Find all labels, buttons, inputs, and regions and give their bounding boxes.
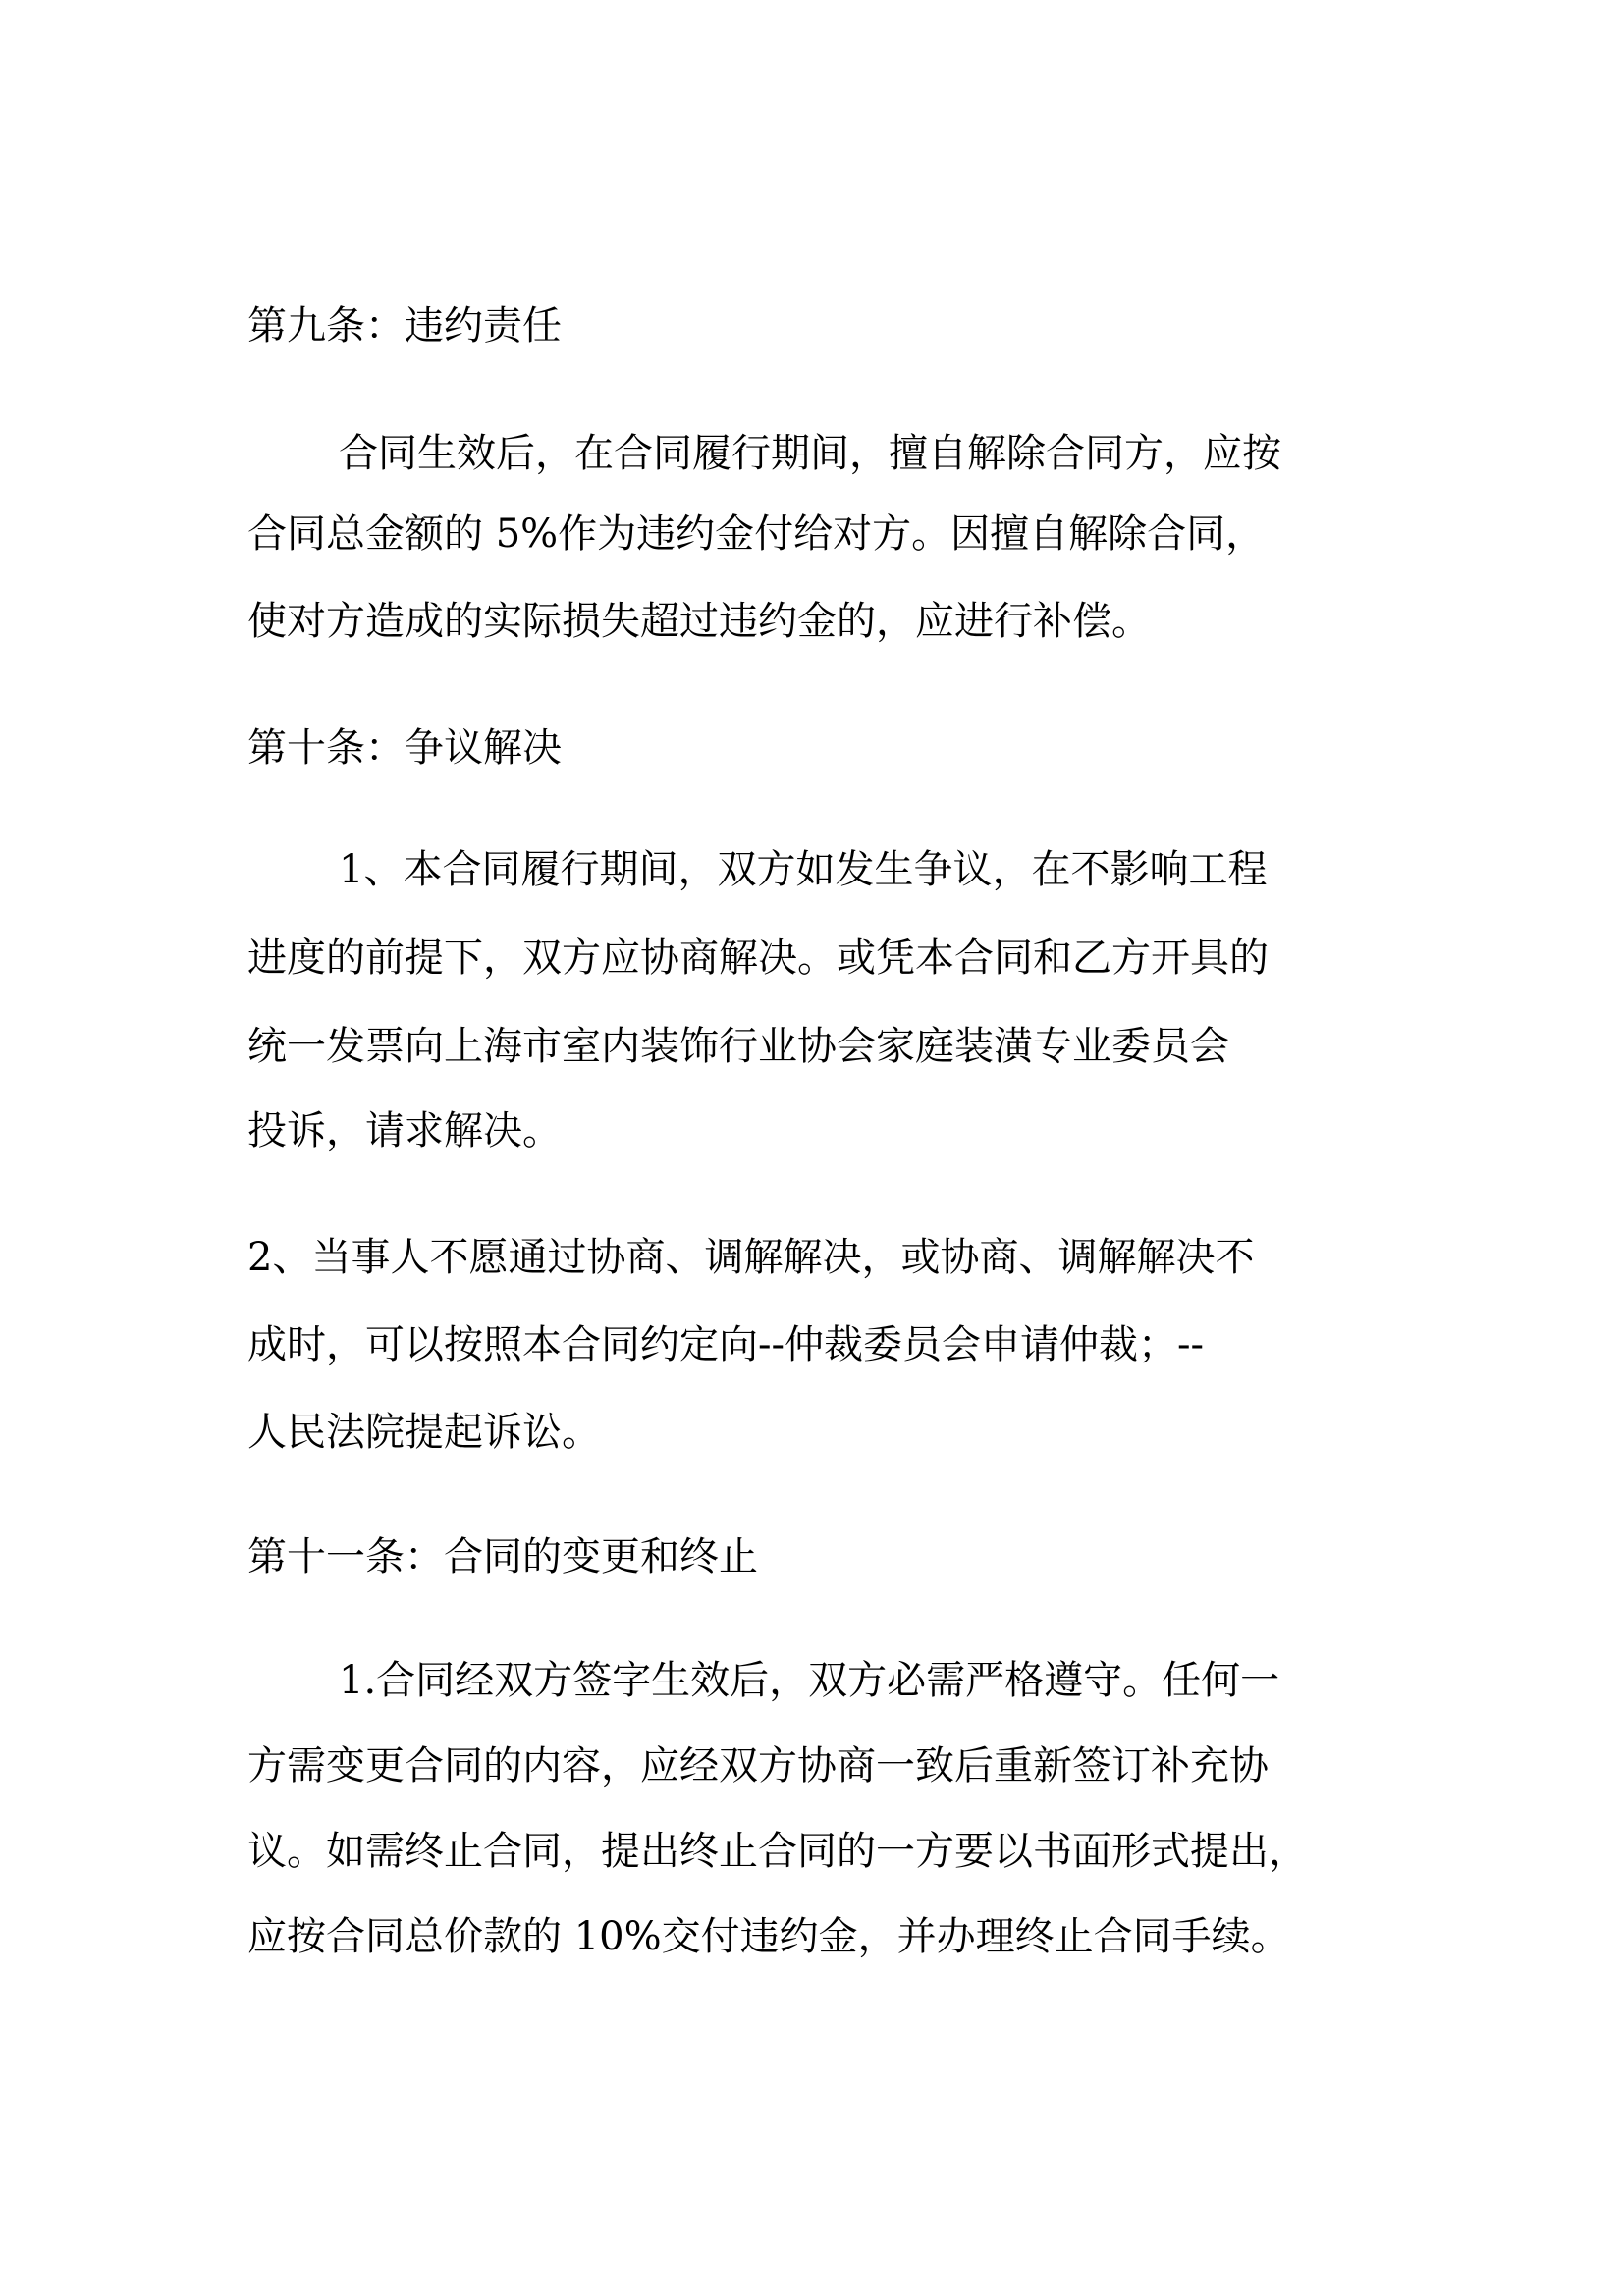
section-11-heading: 第十一条：合同的变更和终止 (247, 1534, 758, 1579)
text-line: 投诉，请求解决。 (247, 1108, 562, 1153)
text-line: 方需变更合同的内容，应经双方协商一致后重新签订补充协 (247, 1743, 1269, 1789)
text-line: 1.合同经双方签字生效后，双方必需严格遵守。任何一 (339, 1658, 1280, 1703)
text-line: 2、当事人不愿通过协商、调解解决，或协商、调解解决不 (247, 1235, 1255, 1280)
text-line: 议。如需终止合同，提出终止合同的一方要以书面形式提出， (247, 1829, 1308, 1874)
text-line: 合同总金额的 5%作为违约金付给对方。因擅自解除合同， (247, 511, 1266, 557)
section-9-heading: 第九条：违约责任 (247, 303, 562, 348)
text-line: 进度的前提下，双方应协商解决。或凭本合同和乙方开具的 (247, 935, 1269, 981)
text-line: 合同生效后，在合同履行期间，擅自解除合同方，应按 (339, 431, 1281, 476)
text-line: 1、本合同履行期间，双方如发生争议，在不影响工程 (339, 847, 1268, 892)
text-line: 应按合同总价款的 10%交付违约金，并办理终止合同手续。 (247, 1914, 1290, 1959)
text-line: 人民法院提起诉讼。 (247, 1410, 601, 1455)
text-line: 统一发票向上海市室内装饰行业协会家庭装潢专业委员会 (247, 1024, 1229, 1069)
text-line: 成时，可以按照本合同约定向--仲裁委员会申请仲裁；-- (247, 1322, 1205, 1367)
text-line: 使对方造成的实际损失超过违约金的，应进行补偿。 (247, 599, 1151, 644)
section-10-heading: 第十条：争议解决 (247, 725, 562, 771)
